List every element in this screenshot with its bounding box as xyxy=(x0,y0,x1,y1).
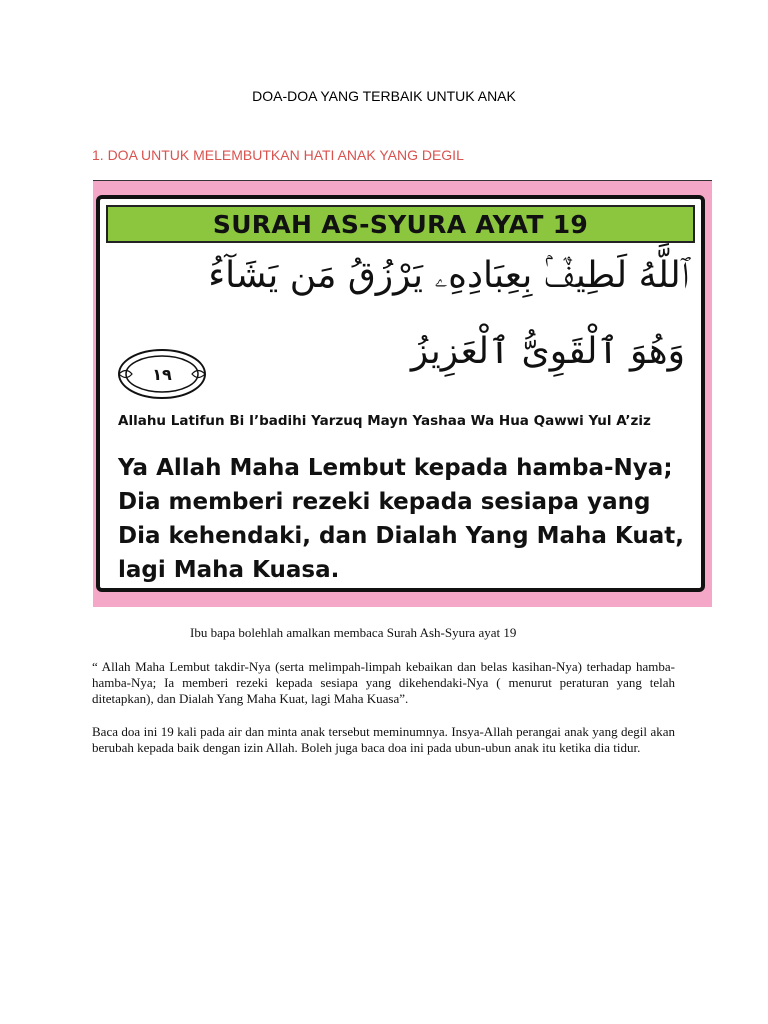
verse-number: ١٩ xyxy=(152,364,172,384)
image-caption: Ibu bapa bolehlah amalkan membaca Surah Ash-Syura ayat 19 xyxy=(190,625,517,640)
arabic-verse-line-1: ٱللَّهُ لَطِيفٌۢ بِعِبَادِهِۦ يَرْزُقُ مَن يَشَآءُ xyxy=(208,255,689,296)
surah-banner: SURAH AS-SYURA AYAT 19 xyxy=(106,205,695,243)
verse-meaning: Ya Allah Maha Lembut kepada hamba-Nya; Dia memberi rezeki kepada sesiapa yang Dia kehendaki, dan Dialah Yang Maha Kuat, lagi Maha Kuasa. xyxy=(118,455,684,583)
translation-paragraph: “ Allah Maha Lembut takdir-Nya (serta melimpah-limpah kebaikan dan belas kasihan-Nya) terhadap hamba-hamba-Nya; Ia memberi rezeki kepada sesiapa yang dikehendaki-Nya ( menurut peraturan yang telah ditetapkan), dan Dialah Yang Maha Kuat, lagi Maha Kuasa”. xyxy=(92,659,675,706)
arabic-verse-line-2: وَهُوَ ٱلْقَوِىُّ ٱلْعَزِيزُ xyxy=(410,331,685,372)
verse-number-medallion xyxy=(116,347,208,401)
instruction-paragraph: Baca doa ini 19 kali pada air dan minta anak tersebut meminumnya. Insya-Allah perangai anak yang degil akan berubah kepada baik dengan izin Allah. Boleh juga baca doa ini pada ubun-ubun anak itu ketika dia tidur. xyxy=(92,724,675,755)
surah-image-card xyxy=(96,195,705,592)
section-heading: 1. DOA UNTUK MELEMBUTKAN HATI ANAK YANG DEGIL xyxy=(92,147,464,163)
document-title: DOA-DOA YANG TERBAIK UNTUK ANAK xyxy=(252,88,516,104)
frame-rule xyxy=(93,180,712,181)
transliteration: Allahu Latifun Bi I’badihi Yarzuq Mayn Yashaa Wa Hua Qawwi Yul A’ziz xyxy=(118,413,651,429)
